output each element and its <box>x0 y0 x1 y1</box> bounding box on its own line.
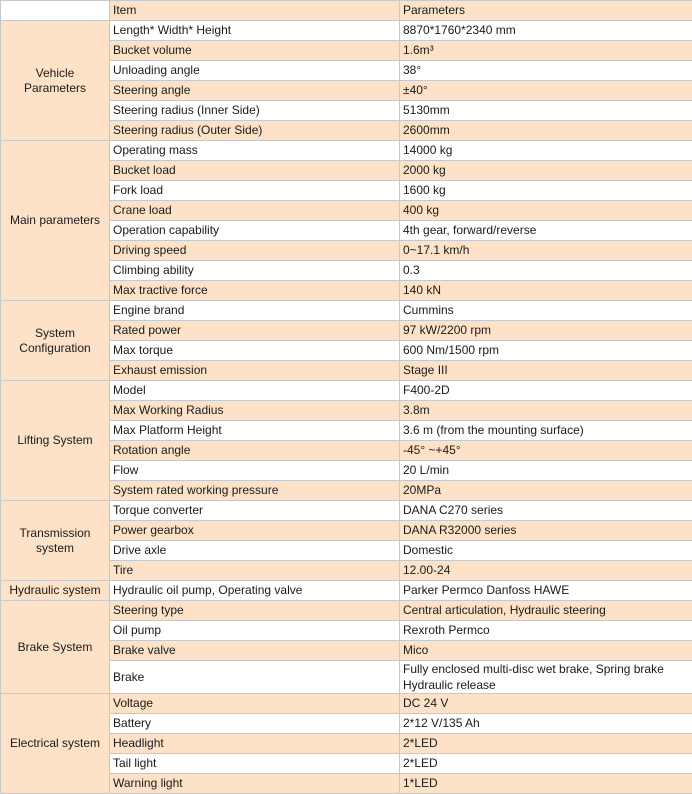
header-row <box>1 1 692 21</box>
value-cell: Central articulation, Hydraulic steering <box>400 601 692 621</box>
value-cell: 400 kg <box>400 201 692 221</box>
item-cell: Model <box>110 381 400 401</box>
value-cell: Domestic <box>400 541 692 561</box>
item-cell: Exhaust emission <box>110 361 400 381</box>
group-label: Vehicle Parameters <box>1 21 110 141</box>
value-cell: 5130mm <box>400 101 692 121</box>
value-cell: DANA C270 series <box>400 501 692 521</box>
value-cell: 600 Nm/1500 rpm <box>400 341 692 361</box>
table-row <box>1 381 692 401</box>
value-cell: DC 24 V <box>400 694 692 714</box>
spec-table-body <box>1 1 692 794</box>
item-cell: Drive axle <box>110 541 400 561</box>
value-cell: Stage III <box>400 361 692 381</box>
value-cell: 1600 kg <box>400 181 692 201</box>
value-cell: 97 kW/2200 rpm <box>400 321 692 341</box>
value-cell: 2*LED <box>400 734 692 754</box>
table-row <box>1 694 692 714</box>
group-label: Brake System <box>1 601 110 694</box>
value-cell: 2*12 V/135 Ah <box>400 714 692 734</box>
group-label: System Configuration <box>1 301 110 381</box>
item-cell: Operating mass <box>110 141 400 161</box>
item-cell: Battery <box>110 714 400 734</box>
value-cell: DANA R32000 series <box>400 521 692 541</box>
value-cell: 20 L/min <box>400 461 692 481</box>
item-cell: Steering radius (Inner Side) <box>110 101 400 121</box>
item-cell: Brake valve <box>110 641 400 661</box>
item-cell: Brake <box>110 661 400 694</box>
item-cell: Rated power <box>110 321 400 341</box>
item-cell: Max Platform Height <box>110 421 400 441</box>
item-cell: Oil pump <box>110 621 400 641</box>
header-value: Parameters <box>400 1 692 21</box>
value-cell: 0~17.1 km/h <box>400 241 692 261</box>
item-cell: Max Working Radius <box>110 401 400 421</box>
value-cell: F400-2D <box>400 381 692 401</box>
group-label: Main parameters <box>1 141 110 301</box>
value-cell: Rexroth Permco <box>400 621 692 641</box>
table-row <box>1 21 692 41</box>
item-cell: Steering radius (Outer Side) <box>110 121 400 141</box>
table-row <box>1 501 692 521</box>
value-cell: 3.6 m (from the mounting surface) <box>400 421 692 441</box>
value-cell: 3.8m <box>400 401 692 421</box>
item-cell: Steering angle <box>110 81 400 101</box>
header-group-cell <box>1 1 110 21</box>
value-cell: ±40° <box>400 81 692 101</box>
item-cell: Tire <box>110 561 400 581</box>
value-cell: 12.00-24 <box>400 561 692 581</box>
item-cell: Rotation angle <box>110 441 400 461</box>
item-cell: Unloading angle <box>110 61 400 81</box>
item-cell: Steering type <box>110 601 400 621</box>
value-cell: Cummins <box>400 301 692 321</box>
value-cell: Fully enclosed multi-disc wet brake, Spring brake Hydraulic release <box>400 661 692 694</box>
item-cell: Bucket load <box>110 161 400 181</box>
item-cell: Driving speed <box>110 241 400 261</box>
group-label: Hydraulic system <box>1 581 110 601</box>
group-label: Transmission system <box>1 501 110 581</box>
item-cell: Torque converter <box>110 501 400 521</box>
table-row <box>1 581 692 601</box>
group-label: Electrical system <box>1 694 110 794</box>
item-cell: Crane load <box>110 201 400 221</box>
item-cell: Fork load <box>110 181 400 201</box>
item-cell: Operation capability <box>110 221 400 241</box>
item-cell: Headlight <box>110 734 400 754</box>
table-row <box>1 301 692 321</box>
item-cell: Tail light <box>110 754 400 774</box>
value-cell: 1.6m³ <box>400 41 692 61</box>
value-cell: Mico <box>400 641 692 661</box>
header-item: Item <box>110 1 400 21</box>
group-label: Lifting System <box>1 381 110 501</box>
value-cell: 1*LED <box>400 774 692 794</box>
item-cell: Max tractive force <box>110 281 400 301</box>
table-row <box>1 601 692 621</box>
value-cell: 2600mm <box>400 121 692 141</box>
value-cell: Parker Permco Danfoss HAWE <box>400 581 692 601</box>
value-cell: -45° ~+45° <box>400 441 692 461</box>
value-cell: 2000 kg <box>400 161 692 181</box>
value-cell: 140 kN <box>400 281 692 301</box>
item-cell: Engine brand <box>110 301 400 321</box>
value-cell: 20MPa <box>400 481 692 501</box>
item-cell: Power gearbox <box>110 521 400 541</box>
value-cell: 0.3 <box>400 261 692 281</box>
item-cell: Climbing ability <box>110 261 400 281</box>
table-row <box>1 141 692 161</box>
value-cell: 38° <box>400 61 692 81</box>
item-cell: Hydraulic oil pump, Operating valve <box>110 581 400 601</box>
item-cell: Voltage <box>110 694 400 714</box>
value-cell: 2*LED <box>400 754 692 774</box>
item-cell: Max torque <box>110 341 400 361</box>
item-cell: System rated working pressure <box>110 481 400 501</box>
item-cell: Bucket volume <box>110 41 400 61</box>
value-cell: 8870*1760*2340 mm <box>400 21 692 41</box>
value-cell: 14000 kg <box>400 141 692 161</box>
item-cell: Flow <box>110 461 400 481</box>
value-cell: 4th gear, forward/reverse <box>400 221 692 241</box>
item-cell: Length* Width* Height <box>110 21 400 41</box>
item-cell: Warning light <box>110 774 400 794</box>
